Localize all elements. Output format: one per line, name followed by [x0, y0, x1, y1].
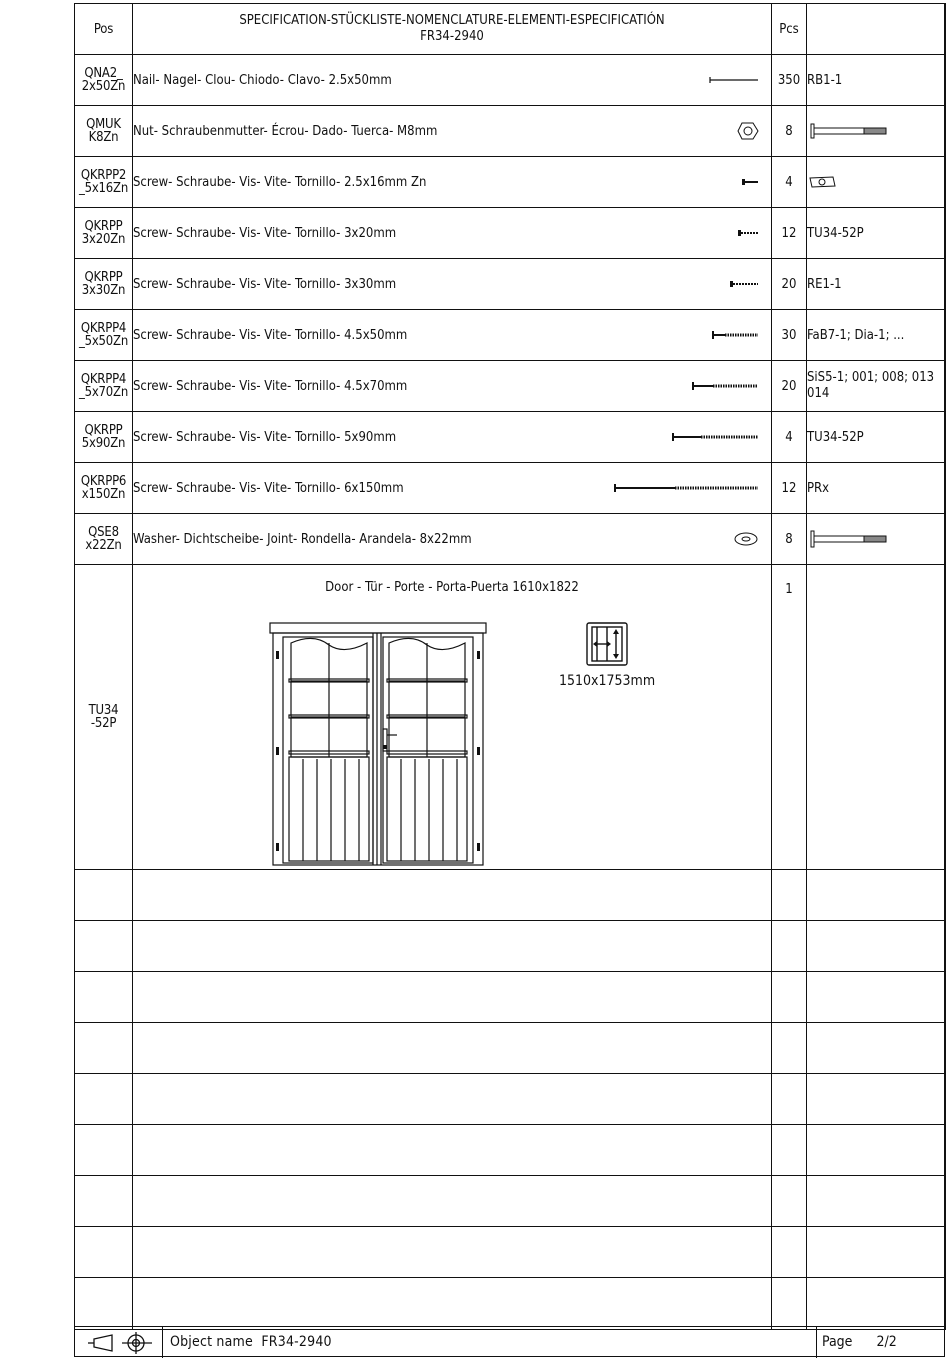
desc-cell: [133, 1074, 772, 1125]
pos-cell: [75, 361, 133, 412]
bracket-icon: [807, 174, 837, 190]
pos-code-line2: x22Zn: [85, 538, 122, 553]
pos-code-line1: QKRPP: [84, 219, 123, 234]
title-block-divider: [162, 1327, 163, 1358]
desc-cell: [133, 361, 772, 412]
washer-icon: [733, 531, 759, 547]
ref-cell: [807, 106, 946, 157]
pos-cell: [75, 259, 133, 310]
pcs-cell: 4: [772, 157, 807, 208]
desc-cell: [133, 55, 772, 106]
screw-icon: [737, 229, 759, 237]
ref-cell: [807, 1278, 946, 1330]
ref-cell: RB1-1: [807, 55, 946, 106]
screw-icon: [729, 280, 759, 288]
header-spec-code: FR34-2940: [420, 29, 484, 44]
pos-code-line1: QKRPP4: [80, 321, 127, 336]
pos-code-line2: K8Zn: [88, 130, 119, 145]
projection-symbol-icon: [86, 1331, 156, 1355]
pos-code-line1: QKRPP: [84, 270, 123, 285]
pcs-cell: [772, 972, 807, 1023]
pcs-cell: [772, 870, 807, 921]
empty-row: [75, 1125, 946, 1176]
empty-row: [75, 1227, 946, 1278]
pos-cell: [75, 412, 133, 463]
door-drawing: [269, 621, 489, 866]
screw-icon: [741, 178, 759, 186]
pos-cell: [75, 1074, 133, 1125]
pos-cell: [75, 1278, 133, 1330]
screw-icon: [671, 432, 759, 442]
pos-code-line2: _5x50Zn: [78, 334, 129, 349]
pcs-cell: 1: [772, 565, 807, 870]
header-pos: Pos: [75, 4, 133, 55]
table-row: [75, 361, 946, 412]
desc-text: Screw- Schraube- Vis- Vite- Tornillo- 3x30mm: [133, 276, 397, 292]
desc-text: Nail- Nagel- Clou- Chiodo- Clavo- 2.5x50mm: [133, 72, 392, 88]
pos-code-line2: 5x90Zn: [81, 436, 126, 451]
pos-cell: [75, 1227, 133, 1278]
ref-cell: [807, 565, 946, 870]
pos-cell: [75, 565, 133, 870]
pos-code-line2: _5x70Zn: [78, 385, 129, 400]
door-desc-cell: [133, 565, 772, 870]
pos-code-line2: _5x16Zn: [78, 181, 129, 196]
desc-cell: [133, 514, 772, 565]
desc-cell: [133, 463, 772, 514]
desc-cell: [133, 208, 772, 259]
desc-cell: [133, 1227, 772, 1278]
pos-cell: [75, 157, 133, 208]
specification-table: [74, 3, 946, 1330]
pos-cell: [75, 921, 133, 972]
pos-cell: [75, 208, 133, 259]
desc-text: Screw- Schraube- Vis- Vite- Tornillo- 4.5x70mm: [133, 378, 408, 394]
pos-code-line2: 2x50Zn: [81, 79, 126, 94]
header-ref: [807, 4, 946, 55]
pos-code-line1: QKRPP6: [80, 474, 127, 489]
object-name: [170, 1334, 332, 1350]
pos-code-line1: TU34: [88, 703, 119, 718]
pos-code-line1: QSE8: [88, 525, 119, 540]
pos-code-line1: QMUK: [86, 117, 121, 132]
desc-cell: [133, 310, 772, 361]
ref-cell: FaB7-1; Dia-1; ...: [807, 310, 946, 361]
ref-cell: [807, 157, 946, 208]
pcs-cell: [772, 1074, 807, 1125]
pos-cell: [75, 1176, 133, 1227]
empty-row: [75, 1176, 946, 1227]
pos-code-line1: QKRPP4: [80, 372, 127, 387]
pcs-cell: 4: [772, 412, 807, 463]
empty-row: [75, 921, 946, 972]
screw-icon: [711, 330, 759, 340]
desc-cell: [133, 972, 772, 1023]
desc-text: Nut- Schraubenmutter- Écrou- Dado- Tuerca- M8mm: [133, 123, 438, 139]
ref-text-line2: 014: [807, 386, 830, 401]
pos-cell: [75, 1125, 133, 1176]
table-row: [75, 514, 946, 565]
table-row: [75, 106, 946, 157]
pcs-cell: [772, 1125, 807, 1176]
screw-icon: [613, 483, 759, 493]
desc-cell: [133, 106, 772, 157]
ref-cell: [807, 921, 946, 972]
pos-cell: [75, 972, 133, 1023]
pos-code-line2: 3x20Zn: [81, 232, 126, 247]
table-row: [75, 55, 946, 106]
title-block-divider: [816, 1327, 817, 1358]
ref-cell: [807, 1125, 946, 1176]
ref-cell: [807, 1074, 946, 1125]
table-row: [75, 463, 946, 514]
empty-row: [75, 870, 946, 921]
empty-row: [75, 972, 946, 1023]
door-opening-size: 1510x1753mm: [559, 673, 656, 689]
ref-cell: RE1-1: [807, 259, 946, 310]
table-row: [75, 259, 946, 310]
pcs-cell: [772, 1278, 807, 1330]
desc-text: Screw- Schraube- Vis- Vite- Tornillo- 4.5x50mm: [133, 327, 408, 343]
bolt-icon: [807, 123, 897, 139]
pos-cell: [75, 870, 133, 921]
ref-text-line1: SiS5-1; 001; 008; 013: [807, 370, 935, 385]
ref-cell: TU34-52P: [807, 412, 946, 463]
pos-cell: [75, 310, 133, 361]
desc-text: Screw- Schraube- Vis- Vite- Tornillo- 6x150mm: [133, 480, 404, 496]
pos-code-line1: QKRPP2: [80, 168, 127, 183]
empty-row: [75, 1074, 946, 1125]
door-opening-icon: [585, 621, 629, 667]
ref-cell: [807, 361, 946, 412]
pcs-cell: [772, 1227, 807, 1278]
pos-code-line1: QNA2_: [84, 66, 123, 81]
header-pcs: Pcs: [772, 4, 807, 55]
pcs-cell: 8: [772, 514, 807, 565]
nail-icon: [709, 76, 759, 84]
pcs-cell: 12: [772, 208, 807, 259]
page-number: [822, 1334, 897, 1350]
ref-cell: TU34-52P: [807, 208, 946, 259]
pos-code-line2: x150Zn: [81, 487, 126, 502]
pcs-cell: 30: [772, 310, 807, 361]
ref-cell: [807, 1227, 946, 1278]
desc-cell: [133, 157, 772, 208]
desc-text: Screw- Schraube- Vis- Vite- Tornillo- 2.5x16mm Zn: [133, 174, 427, 190]
empty-row: [75, 1278, 946, 1330]
table-row-door: [75, 565, 946, 870]
ref-cell: [807, 972, 946, 1023]
pcs-cell: 8: [772, 106, 807, 157]
desc-cell: [133, 259, 772, 310]
desc-text: Screw- Schraube- Vis- Vite- Tornillo- 3x20mm: [133, 225, 397, 241]
desc-cell: [133, 1176, 772, 1227]
pos-cell: [75, 463, 133, 514]
pos-cell: [75, 106, 133, 157]
screw-icon: [691, 381, 759, 391]
desc-text: Washer- Dichtscheibe- Joint- Rondella- Arandela- 8x22mm: [133, 531, 472, 547]
pcs-cell: [772, 1176, 807, 1227]
pcs-cell: [772, 1023, 807, 1074]
pos-cell: [75, 1023, 133, 1074]
ref-cell: [807, 1023, 946, 1074]
ref-cell: PRx: [807, 463, 946, 514]
pcs-cell: [772, 921, 807, 972]
table-header-row: [75, 4, 946, 55]
ref-cell: [807, 870, 946, 921]
pos-code-line2: -52P: [90, 716, 117, 731]
empty-row: [75, 1023, 946, 1074]
desc-cell: [133, 870, 772, 921]
pcs-cell: 20: [772, 259, 807, 310]
page-label: Page: [822, 1334, 853, 1350]
desc-cell: [133, 1023, 772, 1074]
pcs-cell: 12: [772, 463, 807, 514]
desc-cell: [133, 921, 772, 972]
object-name-value: FR34-2940: [261, 1334, 332, 1350]
header-spec: [133, 4, 772, 55]
object-name-label: Object name: [170, 1334, 253, 1350]
table-row: [75, 310, 946, 361]
desc-text: Screw- Schraube- Vis- Vite- Tornillo- 5x90mm: [133, 429, 397, 445]
table-row: [75, 412, 946, 463]
desc-cell: [133, 1278, 772, 1330]
door-title: Door - Tür - Porte - Porta-Puerta 1610x1822: [325, 580, 579, 595]
table-row: [75, 208, 946, 259]
nut-icon: [737, 121, 759, 141]
pos-code-line2: 3x30Zn: [81, 283, 126, 298]
ref-cell: [807, 514, 946, 565]
pos-cell: [75, 514, 133, 565]
desc-cell: [133, 1125, 772, 1176]
pos-code-line1: QKRPP: [84, 423, 123, 438]
ref-cell: [807, 1176, 946, 1227]
bolt-icon: [807, 530, 897, 548]
pcs-cell: 20: [772, 361, 807, 412]
title-block: [74, 1326, 945, 1358]
pcs-cell: 350: [772, 55, 807, 106]
header-spec-title: SPECIFICATION-STÜCKLISTE-NOMENCLATURE-ELEMENTI-ESPECIFICATIÓN: [239, 13, 665, 28]
page-value: 2/2: [876, 1334, 897, 1350]
pos-cell: [75, 55, 133, 106]
desc-cell: [133, 412, 772, 463]
table-row: [75, 157, 946, 208]
